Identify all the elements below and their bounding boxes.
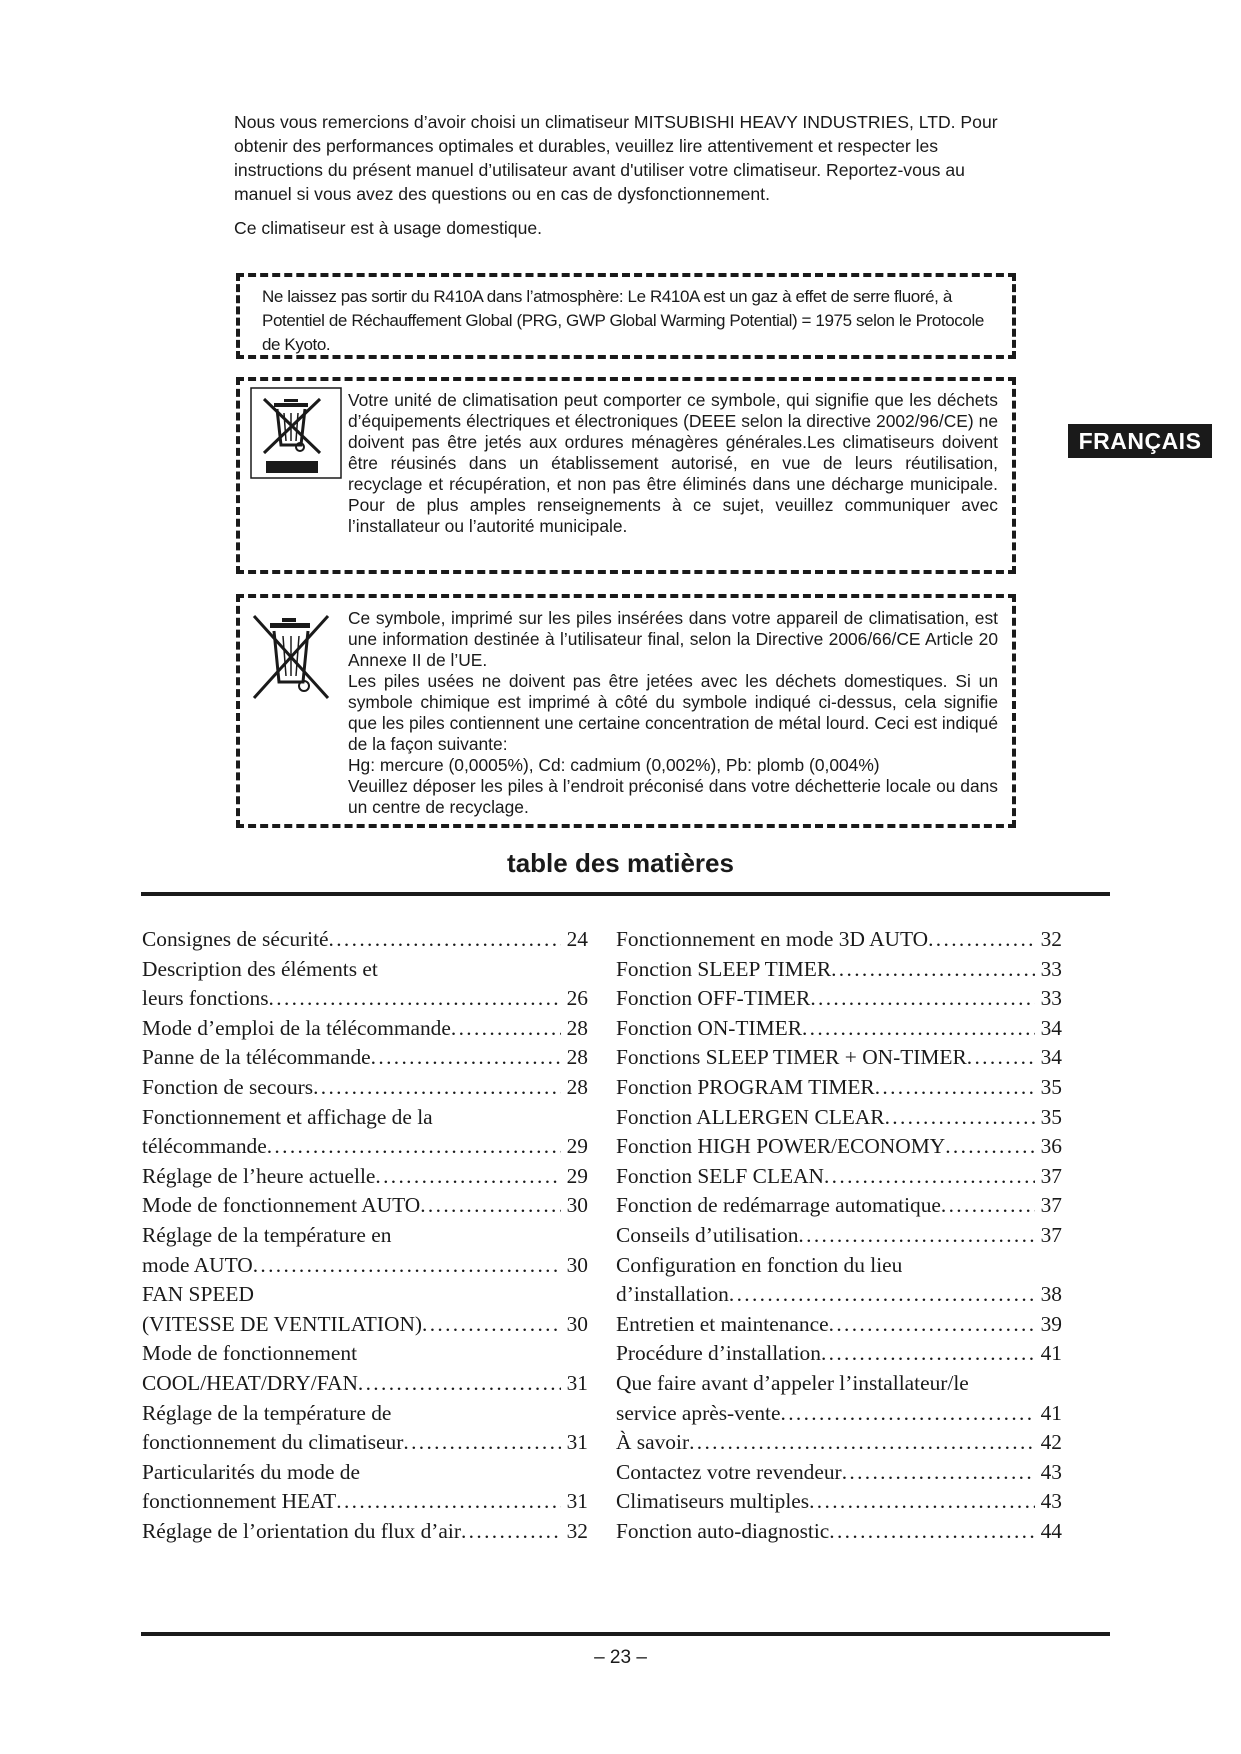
toc-dot-leader [875,1073,1035,1103]
toc-entry [142,1517,588,1547]
toc-entry-page: 37 [1040,1222,1062,1247]
toc-entry-page: 30 [566,1311,588,1336]
toc-entry-page: 39 [1040,1311,1062,1336]
toc-entry-page: 35 [1040,1104,1062,1129]
toc-entry-title: COOL/HEAT/DRY/FAN [142,1370,358,1395]
toc-entry-title: mode AUTO [142,1252,253,1277]
toc-entry [616,1517,1062,1547]
toc-dot-leader [967,1043,1035,1073]
toc-dot-leader [809,1487,1035,1517]
toc-entry [616,1487,1062,1517]
toc-entry-page: 34 [1040,1015,1062,1040]
toc-entry-title-line: Que faire avant d’appeler l’installateur/le [616,1370,969,1395]
r410a-notice-text: Ne laissez pas sortir du R410A dans l’atmosphère: Le R410A est un gaz à effet de serre fluoré, à Potentiel de Réchauffement Global (PRG, GWP Global Warming Potential) = 1975 selon le Protocole de Kyoto. [262,287,984,354]
toc-entry-page: 28 [566,1015,588,1040]
toc-entry-title: télécommande [142,1134,267,1159]
toc-left-column [142,925,588,1546]
toc-entry [616,1458,1062,1488]
toc-entry-title-line: Configuration en fonction du lieu [616,1252,903,1277]
toc-entry-line [616,1103,1062,1133]
toc-right-column [616,925,1062,1546]
toc-entry-line [616,955,1062,985]
toc-entry-page: 28 [566,1045,588,1070]
toc-entry [616,1339,1062,1369]
toc-entry-line [616,1517,1062,1547]
toc-entry-title: Mode de fonctionnement AUTO [142,1193,421,1218]
toc-dot-leader [461,1517,561,1547]
toc-entry-line [142,984,588,1014]
toc-entry-page: 31 [566,1370,588,1395]
toc-entry [142,1014,588,1044]
toc-entry [142,1399,588,1458]
toc-entry-title: Entretien et maintenance [616,1311,829,1336]
toc-dot-leader [253,1251,561,1281]
toc-entry-title: Contactez votre revendeur [616,1459,842,1484]
toc-entry [142,1339,588,1398]
crossed-battery-bin-icon [250,612,334,702]
battery-notice-line: Hg: mercure (0,0005%), Cd: cadmium (0,002%), Pb: plomb (0,004%) [348,755,880,775]
toc-entry-title: Fonction de redémarrage automatique [616,1193,941,1218]
toc-entry-page: 29 [566,1163,588,1188]
toc-entry-line [142,1310,588,1340]
toc-entry-title: Climatiseurs multiples [616,1489,810,1514]
toc-entry-title: À savoir [616,1430,690,1455]
battery-notice-line: Les piles usées ne doivent pas être jetées avec les déchets domestiques. Si un symbole chimique est imprimé à côté du symbole indiqué ci-dessus, cela signifie que les piles contiennent une certaine concentration de métal lourd. Ceci est indiqué de la façon suivante: [348,671,998,754]
toc-entry-page: 38 [1040,1282,1062,1307]
toc-dot-leader [336,1487,560,1517]
toc-dot-leader [829,1310,1035,1340]
toc-entry [616,1132,1062,1162]
toc-dot-leader [941,1191,1035,1221]
toc-entry-page: 35 [1040,1074,1062,1099]
toc-entry-line [616,1014,1062,1044]
crossed-bin-icon [250,387,342,479]
toc-dot-leader [420,1191,560,1221]
toc-dot-leader [689,1428,1035,1458]
toc-entry-page: 33 [1040,956,1062,981]
domestic-use-note: Ce climatiseur est à usage domestique. [234,218,543,238]
toc-entry-title-line: Mode de fonctionnement [142,1341,358,1366]
battery-notice-box [236,594,1016,828]
toc-entry-line [616,984,1062,1014]
toc-dot-leader [358,1369,561,1399]
toc-dot-leader [329,925,561,955]
toc-entry-page: 30 [566,1193,588,1218]
toc-entry-line [616,1339,1062,1369]
toc-entry-line [142,1162,588,1192]
toc-dot-leader [375,1162,560,1192]
toc-entry-title: Fonction OFF-TIMER [616,986,811,1011]
toc-entry-page: 24 [566,927,588,951]
toc-entry-page: 34 [1040,1045,1062,1070]
battery-notice-line: Veuillez déposer les piles à l’endroit préconisé dans votre déchetterie locale ou dans un centre de recyclage. [348,776,998,817]
toc-dot-leader [945,1132,1034,1162]
toc-entry-line [616,1399,1062,1429]
toc-dot-leader [729,1280,1035,1310]
toc-entry-line [142,925,588,955]
toc-entry-title: Fonction PROGRAM TIMER [616,1074,875,1099]
toc-entry-title: Fonctions SLEEP TIMER + ON-TIMER [616,1045,967,1070]
toc-entry-line [616,1280,1062,1310]
toc-entry-title: Fonction ON-TIMER [616,1015,802,1040]
toc-entry-page: 26 [566,986,588,1011]
toc-entry [616,1043,1062,1073]
battery-notice-text [348,608,998,818]
toc-entry-title: Fonctionnement en mode 3D AUTO [616,927,929,951]
toc-entry-line [142,1517,588,1547]
toc-entry-line [616,1073,1062,1103]
toc-entry [616,1221,1062,1251]
toc-entry [616,984,1062,1014]
toc-entry-title: Fonction auto-diagnostic [616,1518,830,1543]
toc-entry [142,1221,588,1280]
toc-dot-leader [798,1221,1034,1251]
intro-paragraph: Nous vous remercions d’avoir choisi un climatiseur MITSUBISHI HEAVY INDUSTRIES, LTD. Pour obtenir des performances optimales et durables, veuillez lire attentivement et respecter les instructions du présent manuel d’utilisateur avant d'utiliser votre climatiseur. Reportez-vous au manuel si vous avez des questions ou en cas de dysfonctionnement. [234,112,998,204]
toc-entry-page: 31 [566,1430,588,1455]
toc-entry [142,1162,588,1192]
toc-entry-line [142,1369,588,1399]
language-tag: FRANÇAIS [1068,424,1212,458]
weee-notice-text: Votre unité de climatisation peut comporter ce symbole, qui signifie que les déchets d’équipements électriques et électroniques (DEEE selon la directive 2002/96/CE) ne doivent pas être jetés aux ordures ménagères générales.Les climatiseurs doivent être réusinés dans un établissement autorisé, en vue de leurs réutilisation, recyclage et récupération, et non pas être éliminés dans une décharge municipale. Pour de plus amples renseignements à ce sujet, veuillez communiquer avec l’installateur ou l’autorité municipale. [348,390,998,536]
toc-entry-title-line: Réglage de la température en [142,1222,392,1247]
toc-entry-page: 28 [566,1074,588,1099]
toc-dot-leader [269,984,561,1014]
toc-entry-line [142,1132,588,1162]
toc-dot-leader [371,1043,561,1073]
toc-entry-title: Fonction de secours [142,1074,314,1099]
toc-entry-title-line: Particularités du mode de [142,1459,361,1484]
toc-entry-line [616,1310,1062,1340]
toc-entry-line [616,1458,1062,1488]
toc-entry-line [142,1073,588,1103]
toc-entry-line [616,1132,1062,1162]
toc-entry [142,1458,588,1517]
toc-dot-leader [313,1073,561,1103]
toc-entry-line [142,1487,588,1517]
toc-entry-title-line: Description des éléments et [142,956,378,981]
toc-top-rule [141,892,1110,896]
toc-dot-leader [885,1103,1035,1133]
toc-entry [616,1103,1062,1133]
toc-entry [616,1162,1062,1192]
toc-entry-title: Fonction HIGH POWER/ECONOMY [616,1134,946,1159]
toc-entry-title: Réglage de l’orientation du flux d’air [142,1518,461,1543]
toc-title: table des matières [507,848,734,878]
toc-dot-leader [810,984,1034,1014]
toc-entry-title: leurs fonctions [142,986,269,1011]
toc-entry-line [616,1162,1062,1192]
toc-entry-page: 43 [1040,1459,1062,1484]
toc-entry-line [142,1014,588,1044]
toc-entry-page: 32 [1040,927,1062,951]
toc-entry-page: 31 [566,1489,588,1514]
toc-dot-leader [267,1132,561,1162]
toc-entry-title: Consignes de sécurité [142,927,329,951]
toc-entry-title: Procédure d’installation [616,1341,821,1366]
toc-entry-page: 29 [566,1134,588,1159]
toc-dot-leader [928,925,1035,955]
r410a-notice-box [236,273,1016,359]
toc-dot-leader [821,1339,1035,1369]
toc-entry-title: service après-vente [616,1400,781,1425]
toc-entry-title: d’installation [616,1282,729,1307]
toc-entry-line [616,1191,1062,1221]
toc-entry-title-line: FAN SPEED [142,1282,254,1307]
toc-entry [142,925,588,955]
toc-dot-leader [802,1014,1035,1044]
toc-entry-page: 42 [1040,1430,1062,1455]
weee-notice-box [236,377,1016,574]
toc-dot-leader [842,1458,1035,1488]
toc-entry-page: 37 [1040,1163,1062,1188]
toc-entry-line [616,1487,1062,1517]
toc-entry [616,1251,1062,1310]
toc-dot-leader [403,1428,560,1458]
toc-dot-leader [781,1399,1035,1429]
toc-entry [142,1073,588,1103]
toc-entry-title-line: Fonctionnement et affichage de la [142,1104,433,1129]
toc-entry-page: 41 [1040,1341,1062,1366]
toc-dot-leader [824,1162,1035,1192]
toc-entry-page: 33 [1040,986,1062,1011]
page-number: – 23 – [594,1647,647,1668]
toc-entry-page: 32 [566,1518,588,1543]
toc-entry-title: Conseils d’utilisation [616,1222,799,1247]
toc-entry-line [616,1043,1062,1073]
toc-entry [616,1428,1062,1458]
toc-entry-title: Réglage de l’heure actuelle [142,1163,376,1188]
toc-entry [142,1191,588,1221]
toc-dot-leader [831,955,1035,985]
toc-entry-page: 36 [1040,1134,1062,1159]
toc-entry-line [616,1428,1062,1458]
toc-entry [142,955,588,1014]
toc-entry-line [142,1428,588,1458]
toc-entry-title: fonctionnement HEAT [142,1489,337,1514]
toc-entry-page: 30 [566,1252,588,1277]
toc-entry [142,1280,588,1339]
toc-entry-page: 44 [1040,1518,1062,1543]
toc-entry-title: Fonction SLEEP TIMER [616,956,832,981]
toc-entry [616,1369,1062,1428]
toc-entry-title: fonctionnement du climatiseur [142,1430,404,1455]
toc-entry [616,955,1062,985]
toc-entry-title: Panne de la télécommande [142,1045,371,1070]
toc-dot-leader [829,1517,1034,1547]
toc-dot-leader [451,1014,561,1044]
footer-rule [141,1632,1110,1636]
toc-entry-title: (VITESSE DE VENTILATION) [142,1311,423,1336]
toc-entry [142,1103,588,1162]
toc-entry-line [616,1221,1062,1251]
toc-entry-page: 43 [1040,1489,1062,1514]
toc-entry-page: 37 [1040,1193,1062,1218]
toc-entry-title: Mode d’emploi de la télécommande [142,1015,451,1040]
toc-entry [616,1310,1062,1340]
toc-entry [616,1073,1062,1103]
toc-entry-line [142,1251,588,1281]
toc-entry-title-line: Réglage de la température de [142,1400,392,1425]
toc-entry [142,1043,588,1073]
toc-dot-leader [422,1310,561,1340]
toc-entry-line [616,925,1062,955]
toc-entry-page: 41 [1040,1400,1062,1425]
toc-entry [616,925,1062,955]
toc-entry [616,1191,1062,1221]
toc-entry [616,1014,1062,1044]
battery-notice-line: Ce symbole, imprimé sur les piles insérées dans votre appareil de climatisation, est une information destinée à l’utilisateur final, selon la Directive 2006/66/CE Article 20 Annexe II de l’UE. [348,608,998,670]
toc-entry-line [142,1043,588,1073]
toc-entry-title: Fonction SELF CLEAN [616,1163,824,1188]
toc-entry-title: Fonction ALLERGEN CLEAR [616,1104,885,1129]
toc-entry-line [142,1191,588,1221]
